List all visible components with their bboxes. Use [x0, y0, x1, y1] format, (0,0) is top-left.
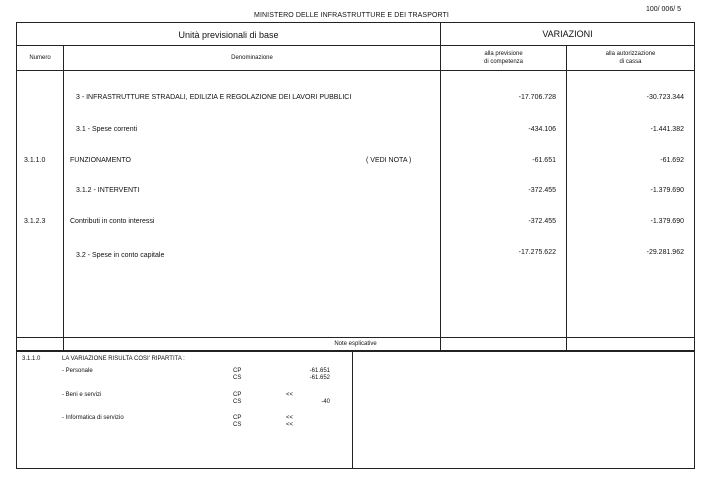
row-cassa: -1.379.690 — [650, 218, 684, 225]
note-item-label: - Informatica di servizio — [62, 415, 124, 421]
header-divider-1 — [17, 45, 694, 46]
row-numero: 3.1.2.3 — [24, 218, 46, 225]
notes-heading: LA VARIAZIONE RISULTA COSI' RIPARTITA : — [62, 356, 185, 362]
col-divider-cassa — [566, 46, 567, 350]
notes-code: 3.1.1.0 — [22, 356, 41, 362]
ministry-title: MINISTERO DELLE INFRASTRUTTURE E DEI TRASPORTI — [254, 12, 449, 19]
row-competenza: -434.106 — [528, 126, 556, 133]
note-item-cp: CP — [233, 392, 242, 398]
note-item-cs-val: -61.652 — [309, 375, 330, 381]
row-cassa: -61.692 — [660, 157, 684, 164]
note-item-cp-sym: << — [286, 415, 294, 421]
col-divider-variazioni — [440, 22, 441, 350]
row-competenza: -61.651 — [532, 157, 556, 164]
col-divider-numero — [63, 46, 64, 350]
notes-title-divider — [17, 350, 694, 351]
row-denominazione: 3.1 - Spese correnti — [76, 126, 138, 133]
row-competenza: -372.455 — [528, 187, 556, 194]
col-header-numero: Numero — [29, 55, 51, 61]
row-cassa: -30.723.344 — [646, 94, 684, 101]
row-denominazione: 3 - INFRASTRUTTURE STRADALI, EDILIZIA E REGOLAZIONE DEI LAVORI PUBBLICI — [76, 94, 352, 101]
notes-title: Note esplicative — [334, 341, 377, 347]
row-competenza: -17.706.728 — [518, 94, 556, 101]
col-header-denominazione: Denominazione — [231, 55, 273, 61]
row-numero: 3.1.1.0 — [24, 157, 46, 164]
row-denominazione: 3.2 - Spese in conto capitale — [76, 252, 165, 259]
row-denominazione: Contributi in conto interessi — [70, 218, 155, 225]
row-note-ref: ( VEDI NOTA ) — [366, 157, 412, 164]
note-item-label: - Personale — [62, 368, 93, 374]
row-denominazione: 3.1.2 - INTERVENTI — [76, 187, 140, 194]
header-divider-2 — [17, 70, 694, 71]
row-denominazione: FUNZIONAMENTO — [70, 157, 131, 164]
note-item-cp-sym: << — [286, 392, 294, 398]
row-competenza: -17.275.622 — [518, 249, 556, 256]
col-header-cassa: alla autorizzazione di cassa — [605, 51, 656, 65]
note-item-cs: CS — [233, 422, 242, 428]
note-item-cp-val: -61.651 — [309, 368, 330, 374]
note-item-cs-sym: << — [286, 422, 294, 428]
page-code: 100/ 006/ 5 — [645, 6, 681, 13]
note-item-cp: CP — [233, 415, 242, 421]
note-item-cs: CS — [233, 399, 242, 405]
note-item-cs-val: -40 — [321, 399, 330, 405]
notes-col-divider — [352, 351, 353, 468]
note-item-cs: CS — [233, 375, 242, 381]
row-cassa: -1.379.690 — [650, 187, 684, 194]
variazioni-header: VARIAZIONI — [542, 29, 593, 39]
row-cassa: -29.281.962 — [646, 249, 684, 256]
group-header: Unità previsionali di base — [178, 30, 279, 40]
col-header-competenza: alla previsione di competenza — [483, 51, 524, 65]
row-cassa: -1.441.382 — [650, 126, 684, 133]
row-competenza: -372.455 — [528, 218, 556, 225]
note-item-cp: CP — [233, 368, 242, 374]
note-item-label: - Beni e servizi — [62, 392, 102, 398]
